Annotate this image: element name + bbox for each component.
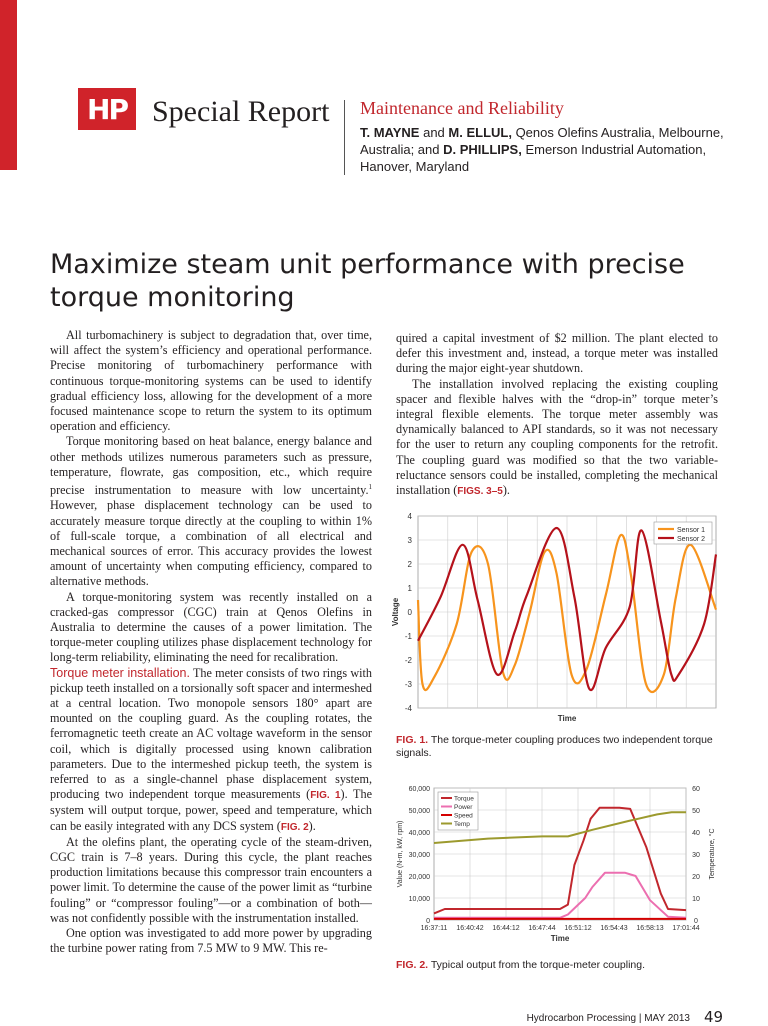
text-run: ). The system will output torque, power, speed and temperature, which can be easily integrated with any DCS system ( — [50, 787, 372, 833]
author-affiliation: Emerson Industrial Automation, Hanover, Maryland — [360, 142, 707, 174]
y-axis-label: Voltage — [391, 597, 400, 627]
y-tick-label: 50,000 — [408, 808, 430, 815]
y-tick-label: 60,000 — [408, 786, 430, 793]
legend-label: Torque — [454, 795, 474, 803]
y-tick-label: 3 — [407, 536, 412, 545]
footnote-ref: 1 — [368, 483, 372, 492]
y-right-tick-label: 50 — [692, 808, 700, 815]
y-tick-label: -2 — [404, 656, 412, 665]
y-tick-label: -1 — [404, 632, 412, 641]
x-tick-label: 16:54:43 — [600, 925, 628, 932]
y-tick-label: 0 — [426, 918, 430, 925]
journal-footer: Hydrocarbon Processing | MAY 2013 — [526, 1013, 690, 1024]
x-tick-label: 16:44:12 — [492, 925, 520, 932]
author-name: M. ELLUL, — [448, 125, 512, 140]
fig1-caption-text: The torque-meter coupling produces two independent torque signals. — [396, 734, 713, 759]
y-tick-label: 2 — [407, 560, 412, 569]
subhead: Torque meter installation. — [50, 665, 190, 680]
y-tick-label: 4 — [407, 512, 412, 521]
author-name: D. PHILLIPS, — [443, 142, 522, 157]
y-tick-label: 1 — [407, 584, 412, 593]
text-run: ). — [308, 818, 316, 833]
y-tick-label: 10,000 — [408, 896, 430, 903]
author-affiliation: Qenos Olefins Australia, Melbourne, Australia; and — [360, 125, 724, 157]
paragraph — [50, 434, 372, 589]
page-number: 49 — [704, 1008, 724, 1026]
paragraph — [50, 328, 372, 434]
body-column-left — [50, 328, 372, 956]
y-right-tick-label: 40 — [692, 830, 700, 837]
y-tick-label: -4 — [404, 704, 412, 713]
paragraph — [50, 590, 372, 666]
paragraph — [396, 331, 718, 377]
author-affiliation: and — [419, 125, 449, 140]
paragraph — [50, 926, 372, 956]
text-run: One option was investigated to add more power by upgrading the turbine power rating from 7.5 MW to 9 MW. This re- — [50, 925, 372, 956]
author-line — [360, 124, 740, 175]
text-run: Torque monitoring based on heat balance, energy balance and other methods utilizes numerous parameters such as pressure, temperature, flowrate, gas composition, etc., which require precise instrumentation to measure with low uncertainty. — [50, 434, 372, 498]
hp-logo: HP — [78, 88, 136, 130]
figure-ref[interactable]: FIG. 1 — [310, 790, 341, 802]
x-tick-label: 16:37:11 — [420, 925, 448, 932]
x-tick-label: 16:58:13 — [636, 925, 664, 932]
y-right-tick-label: 60 — [692, 786, 700, 793]
x-tick-label: 17:01:44 — [672, 925, 700, 932]
figure-ref[interactable]: FIGS. 3–5 — [457, 486, 503, 498]
figure-ref[interactable]: FIG. 2 — [280, 821, 309, 833]
x-tick-label: 16:51:12 — [564, 925, 592, 932]
legend-label: Power — [454, 804, 473, 811]
legend — [438, 792, 478, 830]
legend-label: Temp — [454, 821, 470, 828]
body-column-right — [396, 331, 718, 499]
y-right-axis-label: Temperature, °C — [709, 828, 716, 880]
text-run: The installation involved replacing the existing coupling spacer and flexible halves with the “drop-in” torque meter’s integral flexible elements. The torque meter assembly was dynamically balanced to API standards, so it was not necessary for the user to return any coupling components for the retrofit. The coupling guard was modified so that the two variable-reluctance sensors could be installed, completing the mechanical installation ( — [396, 376, 718, 498]
legend-label: Sensor 1 — [677, 527, 706, 534]
fig1-label: FIG. 1. — [396, 734, 429, 746]
text-run: At the olefins plant, the operating cycle of the steam-driven, CGC train is 7–8 years. During this cycle, the plant reaches production limitations because this compressor train encounters a power limit. To determine the cause of the power limit as “turbine fouling” or “compressor fouling”—or a combination of both—was not confidently possible with the instrumentation installed. — [50, 834, 372, 925]
article-title: Maximize steam unit performance with precise torque monitoring — [50, 249, 685, 313]
header-divider — [344, 100, 345, 175]
x-tick-label: 16:40:42 — [456, 925, 484, 932]
text-run: quired a capital investment of $2 million. The plant elected to defer this investment and, instead, a torque meter was installed during the major eight-year shutdown. — [396, 331, 718, 376]
y-tick-label: -3 — [404, 680, 412, 689]
legend — [654, 522, 712, 544]
legend-label: Speed — [454, 812, 473, 820]
paragraph — [396, 377, 718, 500]
fig2-label: FIG. 2. — [396, 959, 429, 971]
y-right-tick-label: 20 — [692, 874, 700, 881]
fig2-caption-text: Typical output from the torque-meter coupling. — [428, 959, 646, 971]
fig2-caption — [396, 959, 716, 972]
paragraph — [50, 835, 372, 926]
text-run: ). — [502, 483, 510, 498]
text-run: The meter consists of two rings with pickup teeth installed on a torsionally soft spacer and intermeshed at a central location. Two monopole sensors 180° apart are mounted on the coupling guard. As the coupling rotates, the ferromagnetic teeth create an AC voltage waveform in the sensor coil, which is digitally processed using known calibration parameters. Due to the intermeshed pickup teeth, the system is referred to as a single-channel phase displacement system, producing two independent torque measurements ( — [50, 665, 372, 802]
y-axis-label: Value (N-m, kW, rpm) — [397, 820, 404, 888]
fig2-chart — [388, 778, 728, 953]
x-axis-label: Time — [550, 934, 570, 943]
text-run: All turbomachinery is subject to degradation that, over time, will affect the system’s efficiency and operational performance. Precise monitoring of turbomachinery performance with continuous torque-monitoring systems can be used to identify gradual efficiency loss, allowing for the development of a more focused maintenance scope to return the system to its optimum operation and efficiency. — [50, 328, 372, 434]
report-type: Special Report — [152, 95, 330, 128]
fig1-chart — [388, 506, 728, 726]
y-right-tick-label: 30 — [692, 852, 700, 859]
y-tick-label: 20,000 — [408, 874, 430, 881]
text-run: However, phase displacement technology can be used to accurately measure torque directly at the coupling to within 1% of full-scale torque, a combination of all electrical and mechanical sources of error. This accuracy provides the lowest amount of uncertainty when computing efficiency, compared to alternative methods. — [50, 498, 372, 589]
y-right-tick-label: 0 — [694, 918, 698, 925]
y-right-tick-label: 10 — [692, 896, 700, 903]
legend-label: Sensor 2 — [677, 536, 706, 543]
y-tick-label: 40,000 — [408, 830, 430, 837]
x-tick-label: 16:47:44 — [528, 925, 556, 932]
text-run: A torque-monitoring system was recently installed on a cracked-gas compressor (CGC) train at Qenos Olefins in Australia to determine the causes of a power limitation. The torque-meter coupling utilizes phase displacement technology for long-term reliability, eliminating the need for recalibration. — [50, 589, 372, 665]
paragraph — [50, 666, 372, 835]
section-name: Maintenance and Reliability — [360, 98, 564, 118]
y-tick-label: 30,000 — [408, 852, 430, 859]
author-name: T. MAYNE — [360, 125, 420, 140]
edge-color-bar — [0, 0, 17, 170]
y-tick-label: 0 — [407, 608, 412, 617]
fig1-caption — [396, 734, 716, 760]
x-axis-label: Time — [557, 714, 577, 723]
